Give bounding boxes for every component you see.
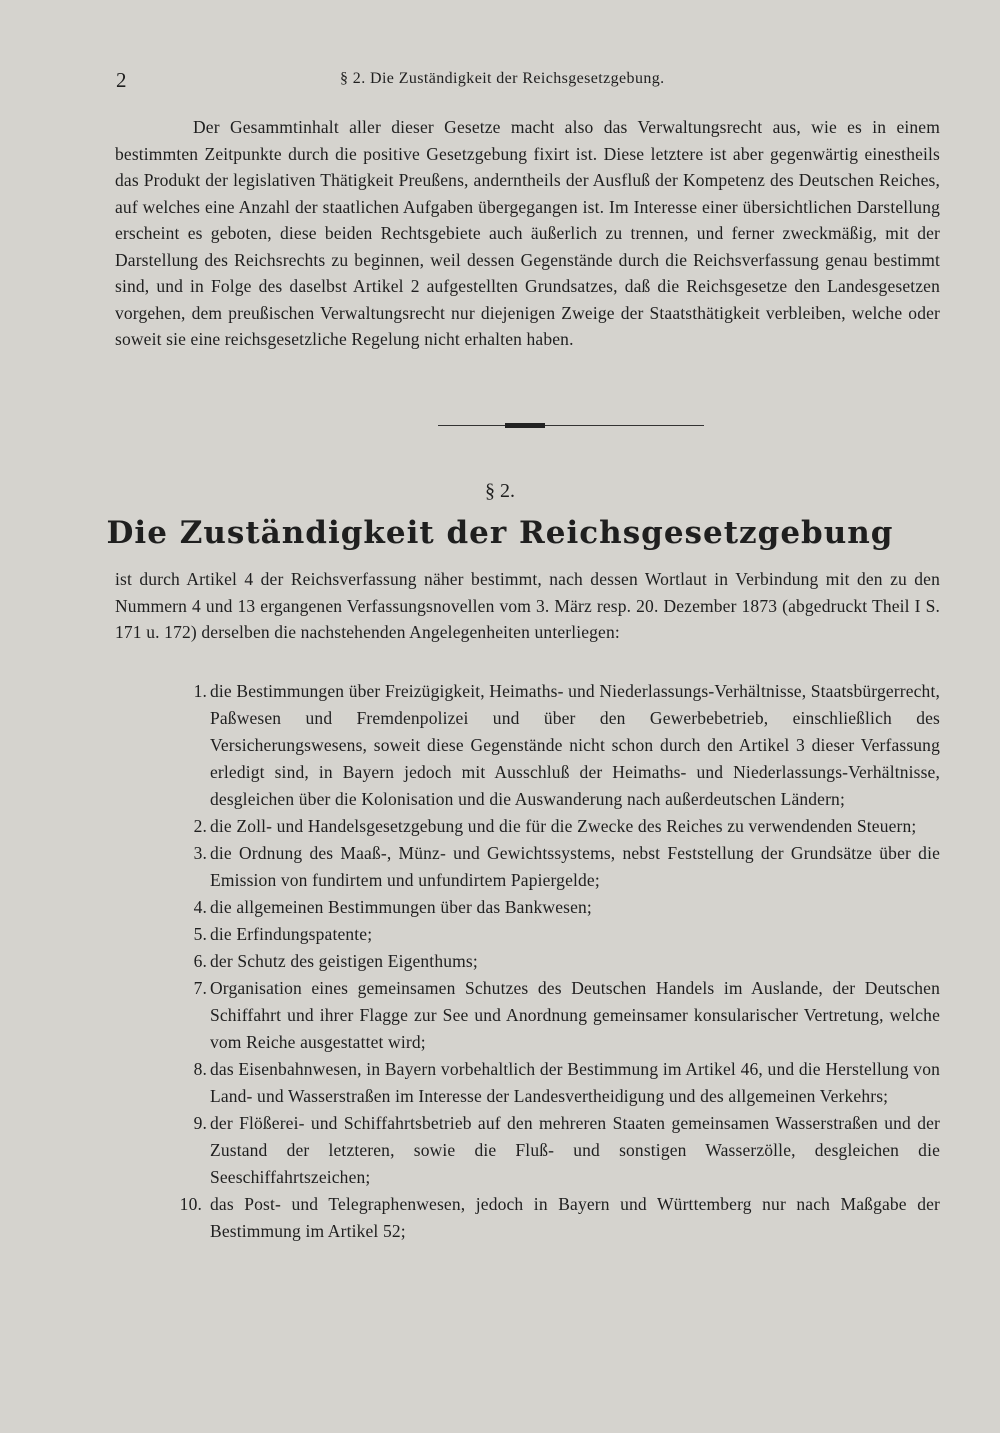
item-number: 2.	[193, 816, 207, 836]
running-header	[110, 68, 940, 96]
item-number: 10.	[179, 1194, 202, 1214]
list-item	[115, 894, 940, 921]
list-item	[115, 921, 940, 948]
page-number: 2	[116, 68, 127, 92]
item-number: 3.	[193, 843, 207, 863]
section-body: ist durch Artikel 4 der Reichsverfassung näher bestimmt, nach dessen Wortlaut in Verbindung mit den zu den Nummern 4 und 13 ergangenen Verfassungsnovellen vom 3. März resp. 20. Dezember 1873 (abgedruckt Theil I S. 171 u. 172) derselben die nachstehenden Angelegenheiten unterliegen:	[115, 569, 940, 642]
item-text: das Eisenbahnwesen, in Bayern vorbehaltlich der Bestimmung im Artikel 46, und die Herstellung von Land- und Wasserstraßen im Interesse der Landesvertheidigung und des allgemeinen Verkehrs;	[210, 1059, 940, 1106]
item-number: 8.	[193, 1059, 207, 1079]
item-number: 6.	[193, 951, 207, 971]
running-title: § 2. Die Zuständigkeit der Reichsgesetzgebung.	[340, 70, 665, 87]
item-text: das Post- und Telegraphenwesen, jedoch in Bayern und Württemberg nur nach Maßgabe der Bestimmung im Artikel 52;	[210, 1194, 940, 1241]
section-heading: Die Zuständigkeit der Reichsgesetzgebung	[106, 515, 894, 551]
item-number: 4.	[193, 897, 207, 917]
item-list	[115, 678, 940, 1245]
item-text: die Erfindungspatente;	[210, 924, 373, 944]
item-text: die allgemeinen Bestimmungen über das Bankwesen;	[210, 897, 592, 917]
item-number: 1.	[193, 681, 207, 701]
list-item	[115, 1110, 940, 1191]
list-item	[115, 840, 940, 894]
item-number: 7.	[193, 978, 207, 998]
item-number: 5.	[193, 924, 207, 944]
list-item	[115, 1056, 940, 1110]
item-text: der Schutz des geistigen Eigenthums;	[210, 951, 478, 971]
list-item	[115, 975, 940, 1056]
list-item	[115, 1191, 940, 1245]
item-text: Organisation eines gemeinsamen Schutzes des Deutschen Handels im Auslande, der Deutschen Schiffahrt und ihrer Flagge zur See und Anordnung gemeinsamer konsularischer Vertretung, welche vom Reiche ausgestattet wird;	[210, 978, 940, 1052]
item-text: die Zoll- und Handelsgesetzgebung und die für die Zwecke des Reiches zu verwendenden Steuern;	[210, 816, 917, 836]
item-text: die Ordnung des Maaß-, Münz- und Gewichtssystems, nebst Feststellung der Grundsätze über die Emission von fundirtem und unfundirtem Papiergelde;	[210, 843, 940, 890]
list-item	[115, 678, 940, 813]
list-item	[115, 813, 940, 840]
section-number: § 2.	[485, 480, 515, 502]
intro-paragraph: Der Gesammtinhalt aller dieser Gesetze macht also das Verwaltungsrecht aus, wie es in einem bestimmten Zeitpunkte durch die positive Gesetzgebung fixirt ist. Diese letztere ist aber gegenwärtig einestheils das Produkt der legislativen Thätigkeit Preußens, anderntheils der Ausfluß der Kompetenz des Deutschen Reiches, auf welches eine Anzahl der staatlichen Aufgaben übergegangen ist. Im Interesse einer übersichtlichen Darstellung erscheint es geboten, diese beiden Rechtsgebiete auch äußerlich zu trennen, und ferner zweckmäßig, mit der Darstellung des Reichsrechts zu beginnen, weil dessen Gegenstände durch die Reichsverfassung genau bestimmt sind, und in Folge des daselbst Artikel 2 aufgestellten Grundsatzes, daß die Reichsgesetze den Landesgesetzen vorgehen, dem preußischen Verwaltungsrecht nur diejenigen Zweige der Staatsthätigkeit verbleiben, welche oder soweit sie eine reichsgesetzliche Regelung nicht erhalten haben.	[115, 117, 940, 349]
section-divider-ornament	[505, 423, 545, 428]
list-item	[115, 948, 940, 975]
item-text: der Flößerei- und Schiffahrtsbetrieb auf den mehreren Staaten gemeinsamen Wasserstraßen und der Zustand der letzteren, sowie die Fluß- und sonstigen Wasserzölle, desgleichen die Seeschiffahrtszeichen;	[210, 1113, 940, 1187]
item-text: die Bestimmungen über Freizügigkeit, Heimaths- und Niederlassungs-Verhältnisse, Staatsbürgerrecht, Paßwesen und Fremdenpolizei und über den Gewerbebetrieb, einschließlich des Versicherungswesens, soweit diese Gegenstände nicht schon durch den Artikel 3 dieser Verfassung erledigt sind, in Bayern jedoch mit Ausschluß der Heimaths- und Niederlassungs-Verhältnisse, desgleichen über die Kolonisation und die Auswanderung nach außerdeutschen Ländern;	[210, 681, 940, 809]
section-divider	[438, 425, 704, 428]
item-number: 9.	[193, 1113, 207, 1133]
